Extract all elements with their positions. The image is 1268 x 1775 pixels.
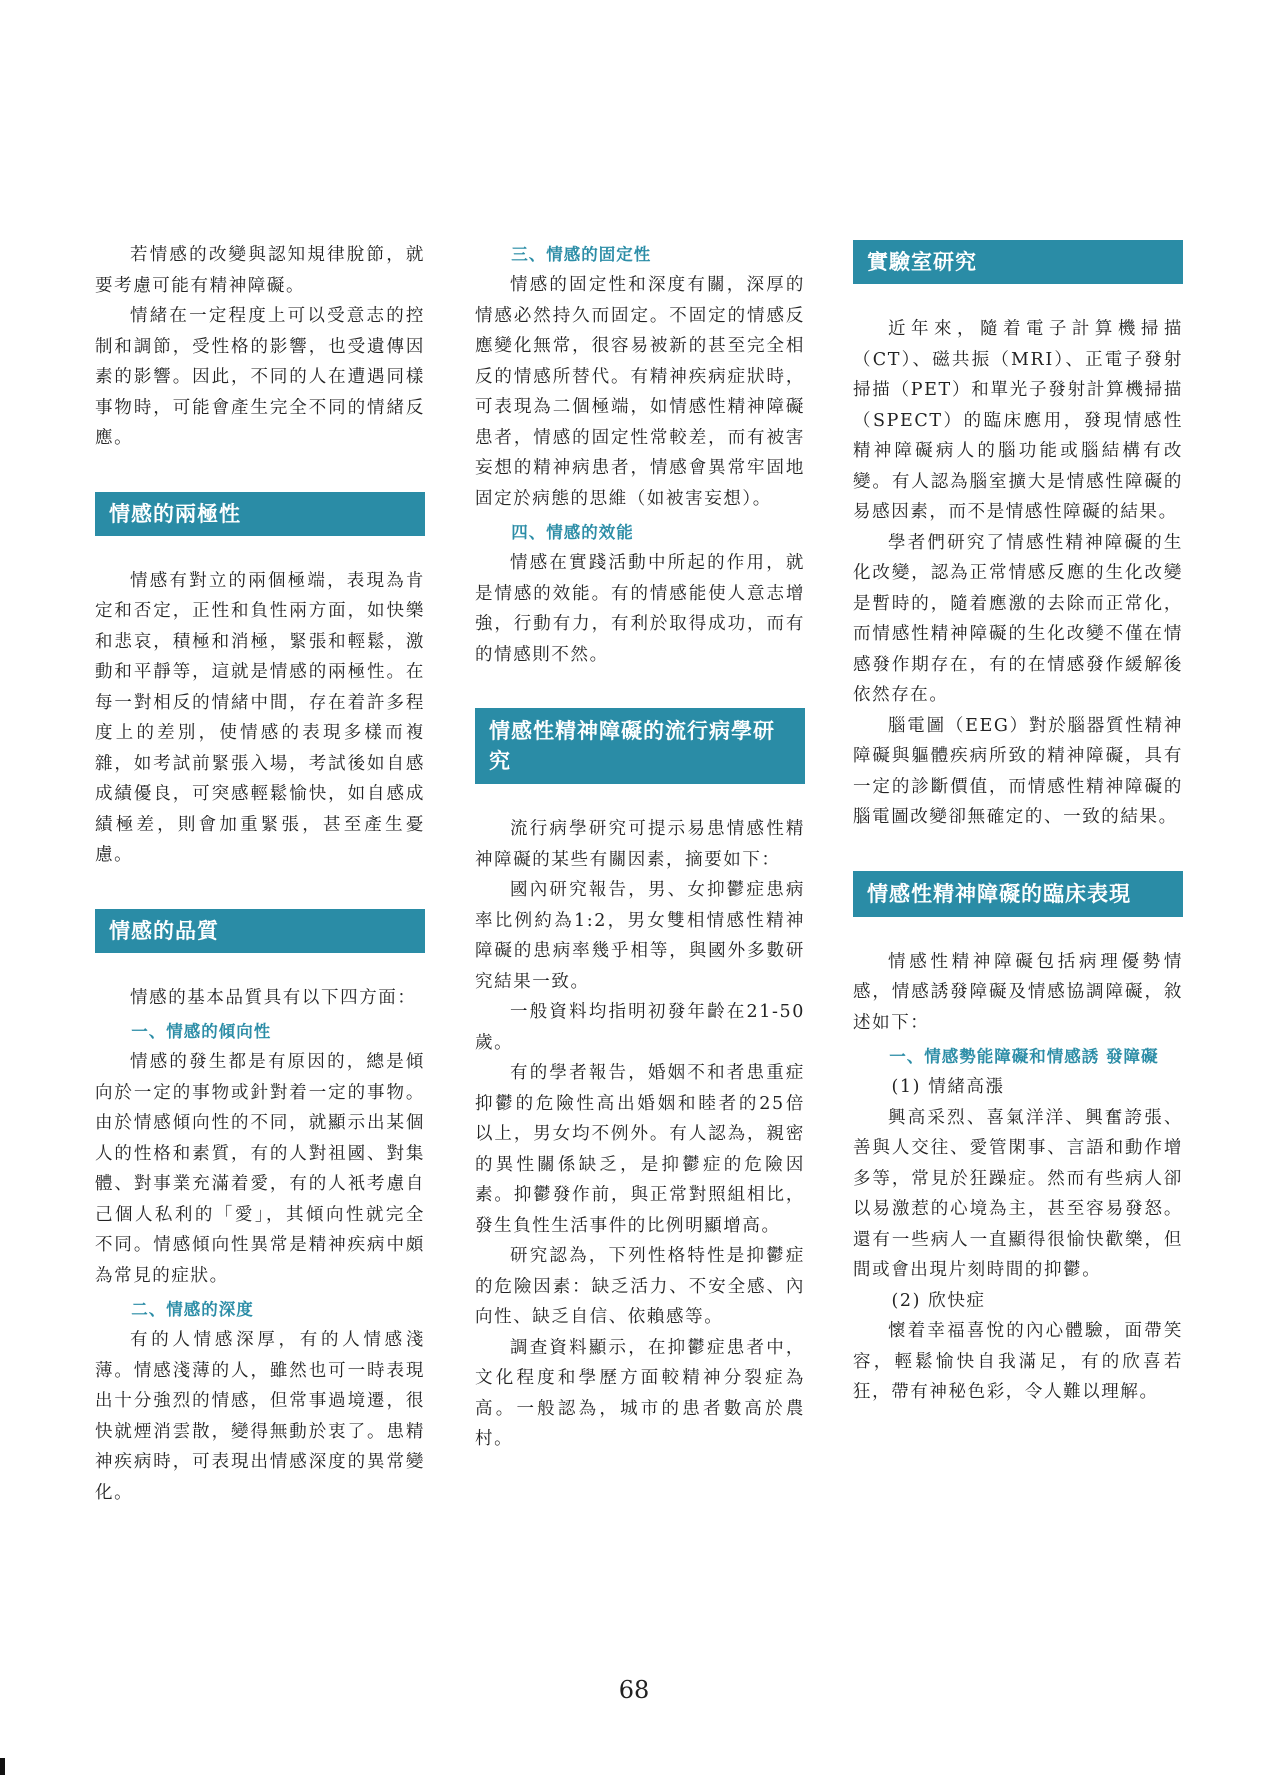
paragraph: 興高采烈、喜氣洋洋、興奮誇張、善與人交往、愛管閑事、言語和動作增多等，常見於狂躁症。然而有些病人卻以易激惹的心境為主，甚至容易發怒。還有一些病人一直顯得很愉快歡樂，但間或會出現片刻時間的抑鬱。 (853, 1107, 1183, 1280)
page-number: 68 (618, 1676, 650, 1704)
section-heading-quality: 情感的品質 (95, 909, 425, 953)
subheading-fixity: 三、情感的固定性 (511, 245, 652, 264)
list-item: (2) 欣快症 (891, 1290, 986, 1311)
paragraph: 調查資料顯示，在抑鬱症患者中，文化程度和學歷方面較精神分裂症為高。一般認為，城市的患者數高於農村。 (475, 1337, 805, 1449)
subheading-line: 發障礙 (1106, 1047, 1159, 1066)
subheading-potential-disorder (853, 1042, 1183, 1072)
scan-edge-mark (0, 1758, 5, 1775)
list-item: (1) 情緒高漲 (891, 1077, 1005, 1097)
paragraph: 有的學者報告，婚姻不和者患重症抑鬱的危險性高出婚姻和睦者的25倍以上，男女均不例外。有人認為，親密的異性關係缺乏，是抑鬱症的危險因素。抑鬱發作前，與正常對照組相比，發生負性生活事件的比例明顯增高。 (475, 1063, 805, 1236)
column-left (95, 240, 425, 1508)
paragraph: 一般資料均指明初發年齡在21-50歲。 (475, 1002, 805, 1053)
subheading-efficacy: 四、情感的效能 (511, 523, 634, 542)
subheading-tendency: 一、情感的傾向性 (131, 1022, 272, 1041)
paragraph: 情緒在一定程度上可以受意志的控制和調節，受性格的影響，也受遺傳因素的影響。因此，不同的人在遭遇同樣事物時，可能會產生完全不同的情緒反應。 (95, 306, 425, 448)
paragraph: 情感的基本品質具有以下四方面： (130, 987, 417, 1008)
column-right (853, 240, 1183, 1408)
subheading-line: 一、情感勢能障礙和情感誘 (889, 1047, 1100, 1066)
column-middle (475, 240, 805, 1455)
paragraph: 若情感的改變與認知規律脫節，就要考慮可能有精神障礙。 (95, 245, 425, 296)
paragraph: 國內研究報告，男、女抑鬱症患病率比例約為1:2，男女雙相情感性精神障礙的患病率幾乎相等，與國外多數研究結果一致。 (475, 880, 805, 992)
paragraph: 學者們研究了情感性精神障礙的生化改變，認為正常情感反應的生化改變是暫時的，隨着應激的去除而正常化，而情感性精神障礙的生化改變不僅在情感發作期存在，有的在情感發作緩解後依然存在。 (853, 532, 1183, 705)
paragraph: 流行病學研究可提示易患情感性精神障礙的某些有關因素，摘要如下： (475, 819, 805, 870)
section-heading-lab-research: 實驗室研究 (853, 240, 1183, 284)
section-heading-clinical: 情感性精神障礙的臨床表現 (853, 871, 1183, 917)
paragraph: 情感的發生都是有原因的，總是傾向於一定的事物或針對着一定的事物。由於情感傾向性的不同，就顯示出某個人的性格和素質，有的人對祖國、對集體、對事業充滿着愛，有的人衹考慮自己個人私利的「愛」，其傾向性就完全不同。情感傾向性異常是精神疾病中頗為常見的症狀。 (95, 1052, 425, 1286)
paragraph: 情感有對立的兩個極端，表現為肯定和否定，正性和負性兩方面，如快樂和悲哀，積極和消極，緊張和輕鬆，激動和平靜等，這就是情感的兩極性。在每一對相反的情緒中間，存在着許多程度上的差別，使情感的表現多樣而複雜，如考試前緊張入場，考試後如自感成績優良，可突感輕鬆愉快，如自感成績極差，則會加重緊張，甚至產生憂慮。 (95, 570, 425, 865)
paragraph: 近年來，隨着電子計算機掃描（CT）、磁共振（MRI）、正電子發射掃描（PET）和單光子發射計算機掃描（SPECT）的臨床應用，發現情感性精神障礙病人的腦功能或腦結構有改變。有人認為腦室擴大是情感性障礙的易感因素，而不是情感性障礙的結果。 (853, 319, 1183, 522)
paragraph: 情感性精神障礙包括病理優勢情感，情感誘發障礙及情感協調障礙，敘述如下： (853, 951, 1183, 1033)
subheading-depth: 二、情感的深度 (131, 1300, 254, 1319)
paragraph: 懷着幸福喜悅的內心體驗，面帶笑容，輕鬆愉快自我滿足，有的欣喜若狂，帶有神秘色彩，令人難以理解。 (853, 1321, 1183, 1402)
section-heading-epidemiology: 情感性精神障礙的流行病學研究 (475, 708, 805, 784)
paragraph: 有的人情感深厚，有的人情感淺薄。情感淺薄的人，雖然也可一時表現出十分強烈的情感，但常事過境遷，很快就煙消雲散，變得無動於衷了。患精神疾病時，可表現出情感深度的異常變化。 (95, 1330, 425, 1503)
section-heading-bipolarity: 情感的兩極性 (95, 492, 425, 536)
paragraph: 情感的固定性和深度有關，深厚的情感必然持久而固定。不固定的情感反應變化無常，很容易被新的甚至完全相反的情感所替代。有精神疾病症狀時，可表現為二個極端，如情感性精神障礙患者，情感的固定性常較差，而有被害妄想的精神病患者，情感會異常牢固地固定於病態的思維（如被害妄想）。 (475, 275, 805, 509)
paragraph: 情感在實踐活動中所起的作用，就是情感的效能。有的情感能使人意志增強，行動有力，有利於取得成功，而有的情感則不然。 (475, 553, 805, 665)
paragraph: 研究認為，下列性格特性是抑鬱症的危險因素：缺乏活力、不安全感、內向性、缺乏自信、依賴感等。 (475, 1246, 805, 1327)
paragraph: 腦電圖（EEG）對於腦器質性精神障礙與軀體疾病所致的精神障礙，具有一定的診斷價值，而情感性精神障礙的腦電圖改變卻無確定的、一致的結果。 (853, 715, 1183, 827)
